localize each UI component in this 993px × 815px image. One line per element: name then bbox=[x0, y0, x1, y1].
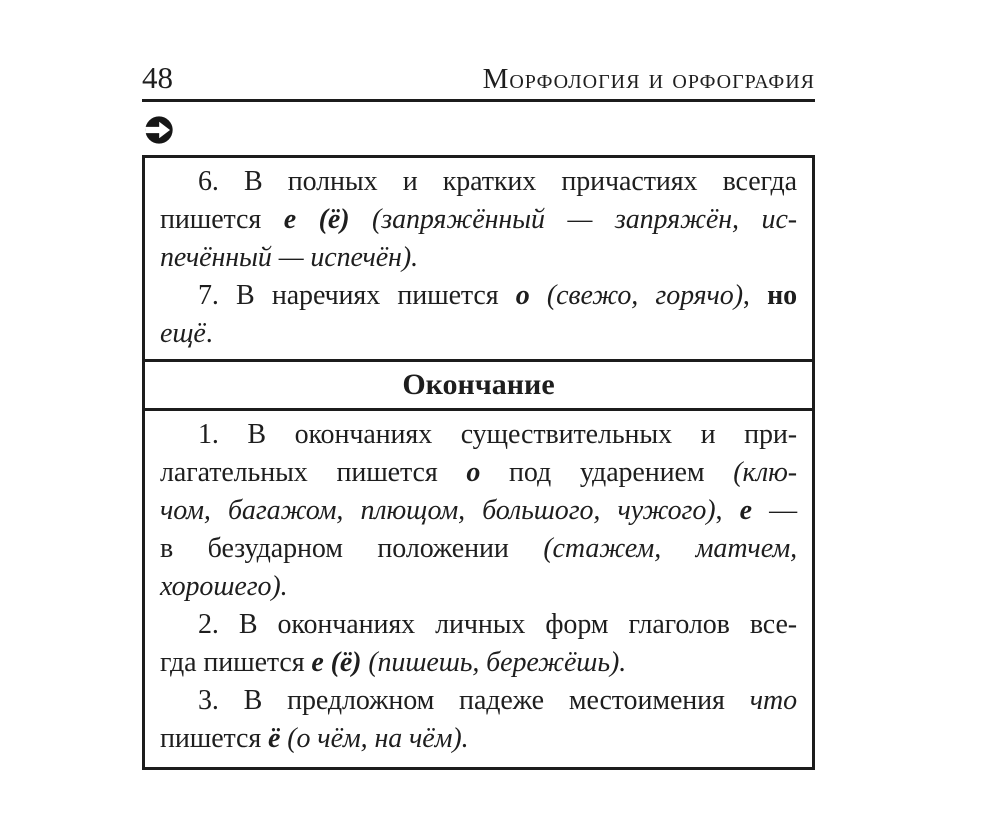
section-title: Окончание bbox=[402, 368, 555, 401]
text-segment: , bbox=[742, 280, 768, 311]
text-line bbox=[160, 239, 797, 277]
text-segment: гда пишется bbox=[160, 647, 312, 678]
text-segment: е (ё) bbox=[283, 204, 373, 235]
table-section-header-row bbox=[145, 359, 812, 411]
text-line bbox=[160, 644, 797, 682]
page-header bbox=[142, 62, 815, 94]
text-line bbox=[160, 416, 797, 454]
text-segment: (пишешь, бережёшь). bbox=[368, 647, 627, 678]
text-segment: но bbox=[767, 280, 797, 311]
text-segment: (клю- bbox=[733, 457, 797, 488]
page-number: 48 bbox=[142, 60, 173, 95]
text-line bbox=[160, 606, 797, 644]
text-segment: пишется bbox=[160, 723, 269, 754]
text-line bbox=[160, 568, 797, 606]
text-segment: 1. В окончаниях существительных и при- bbox=[198, 419, 797, 450]
running-head: Морфология и орфография bbox=[482, 63, 815, 95]
rules-table bbox=[142, 155, 815, 770]
text-segment: . bbox=[205, 318, 213, 349]
text-segment: о bbox=[466, 457, 510, 488]
text-segment: (о чём, на чём). bbox=[287, 723, 469, 754]
text-segment: печённый — испечён). bbox=[160, 242, 418, 273]
text-line bbox=[160, 530, 797, 568]
text-line bbox=[160, 720, 797, 758]
text-segment: лагательных пишется bbox=[160, 457, 467, 488]
table-section-suffix-continued bbox=[145, 158, 812, 359]
text-segment: (свежо, горячо) bbox=[546, 280, 743, 311]
text-segment: 7. В наречиях пишется bbox=[198, 280, 516, 311]
text-segment: что bbox=[749, 685, 797, 716]
text-line bbox=[160, 277, 797, 315]
text-segment: о bbox=[515, 280, 547, 311]
text-segment: е (ё) bbox=[311, 647, 369, 678]
text-segment: (запряжённый — запряжён, ис- bbox=[372, 204, 797, 235]
text-segment: хорошего). bbox=[160, 571, 288, 602]
text-segment: в безударном положении bbox=[160, 533, 544, 564]
text-line bbox=[160, 315, 797, 353]
table-section-endings bbox=[145, 411, 812, 767]
text-segment: — bbox=[751, 495, 797, 526]
text-line bbox=[160, 682, 797, 720]
text-line bbox=[160, 163, 797, 201]
text-segment: 2. В окончаниях личных форм глаголов все- bbox=[198, 609, 797, 640]
header-rule bbox=[142, 99, 815, 102]
text-segment: ещё bbox=[160, 318, 206, 349]
text-line bbox=[160, 201, 797, 239]
text-segment: 6. В полных и кратких причастиях всегда bbox=[198, 166, 797, 197]
text-segment: чом, багажом, плющом, большого, чужого) bbox=[160, 495, 716, 526]
arrow-right-circle-icon bbox=[145, 116, 173, 144]
text-line bbox=[160, 492, 797, 530]
text-segment: пишется bbox=[160, 204, 284, 235]
text-segment: 3. В предложном падеже местоимения bbox=[198, 685, 750, 716]
text-segment: , bbox=[715, 495, 740, 526]
text-segment: е bbox=[739, 495, 752, 526]
text-segment: ё bbox=[268, 723, 288, 754]
text-line bbox=[160, 454, 797, 492]
text-segment: под ударением bbox=[509, 457, 734, 488]
text-segment: (стажем, матчем, bbox=[543, 533, 797, 564]
